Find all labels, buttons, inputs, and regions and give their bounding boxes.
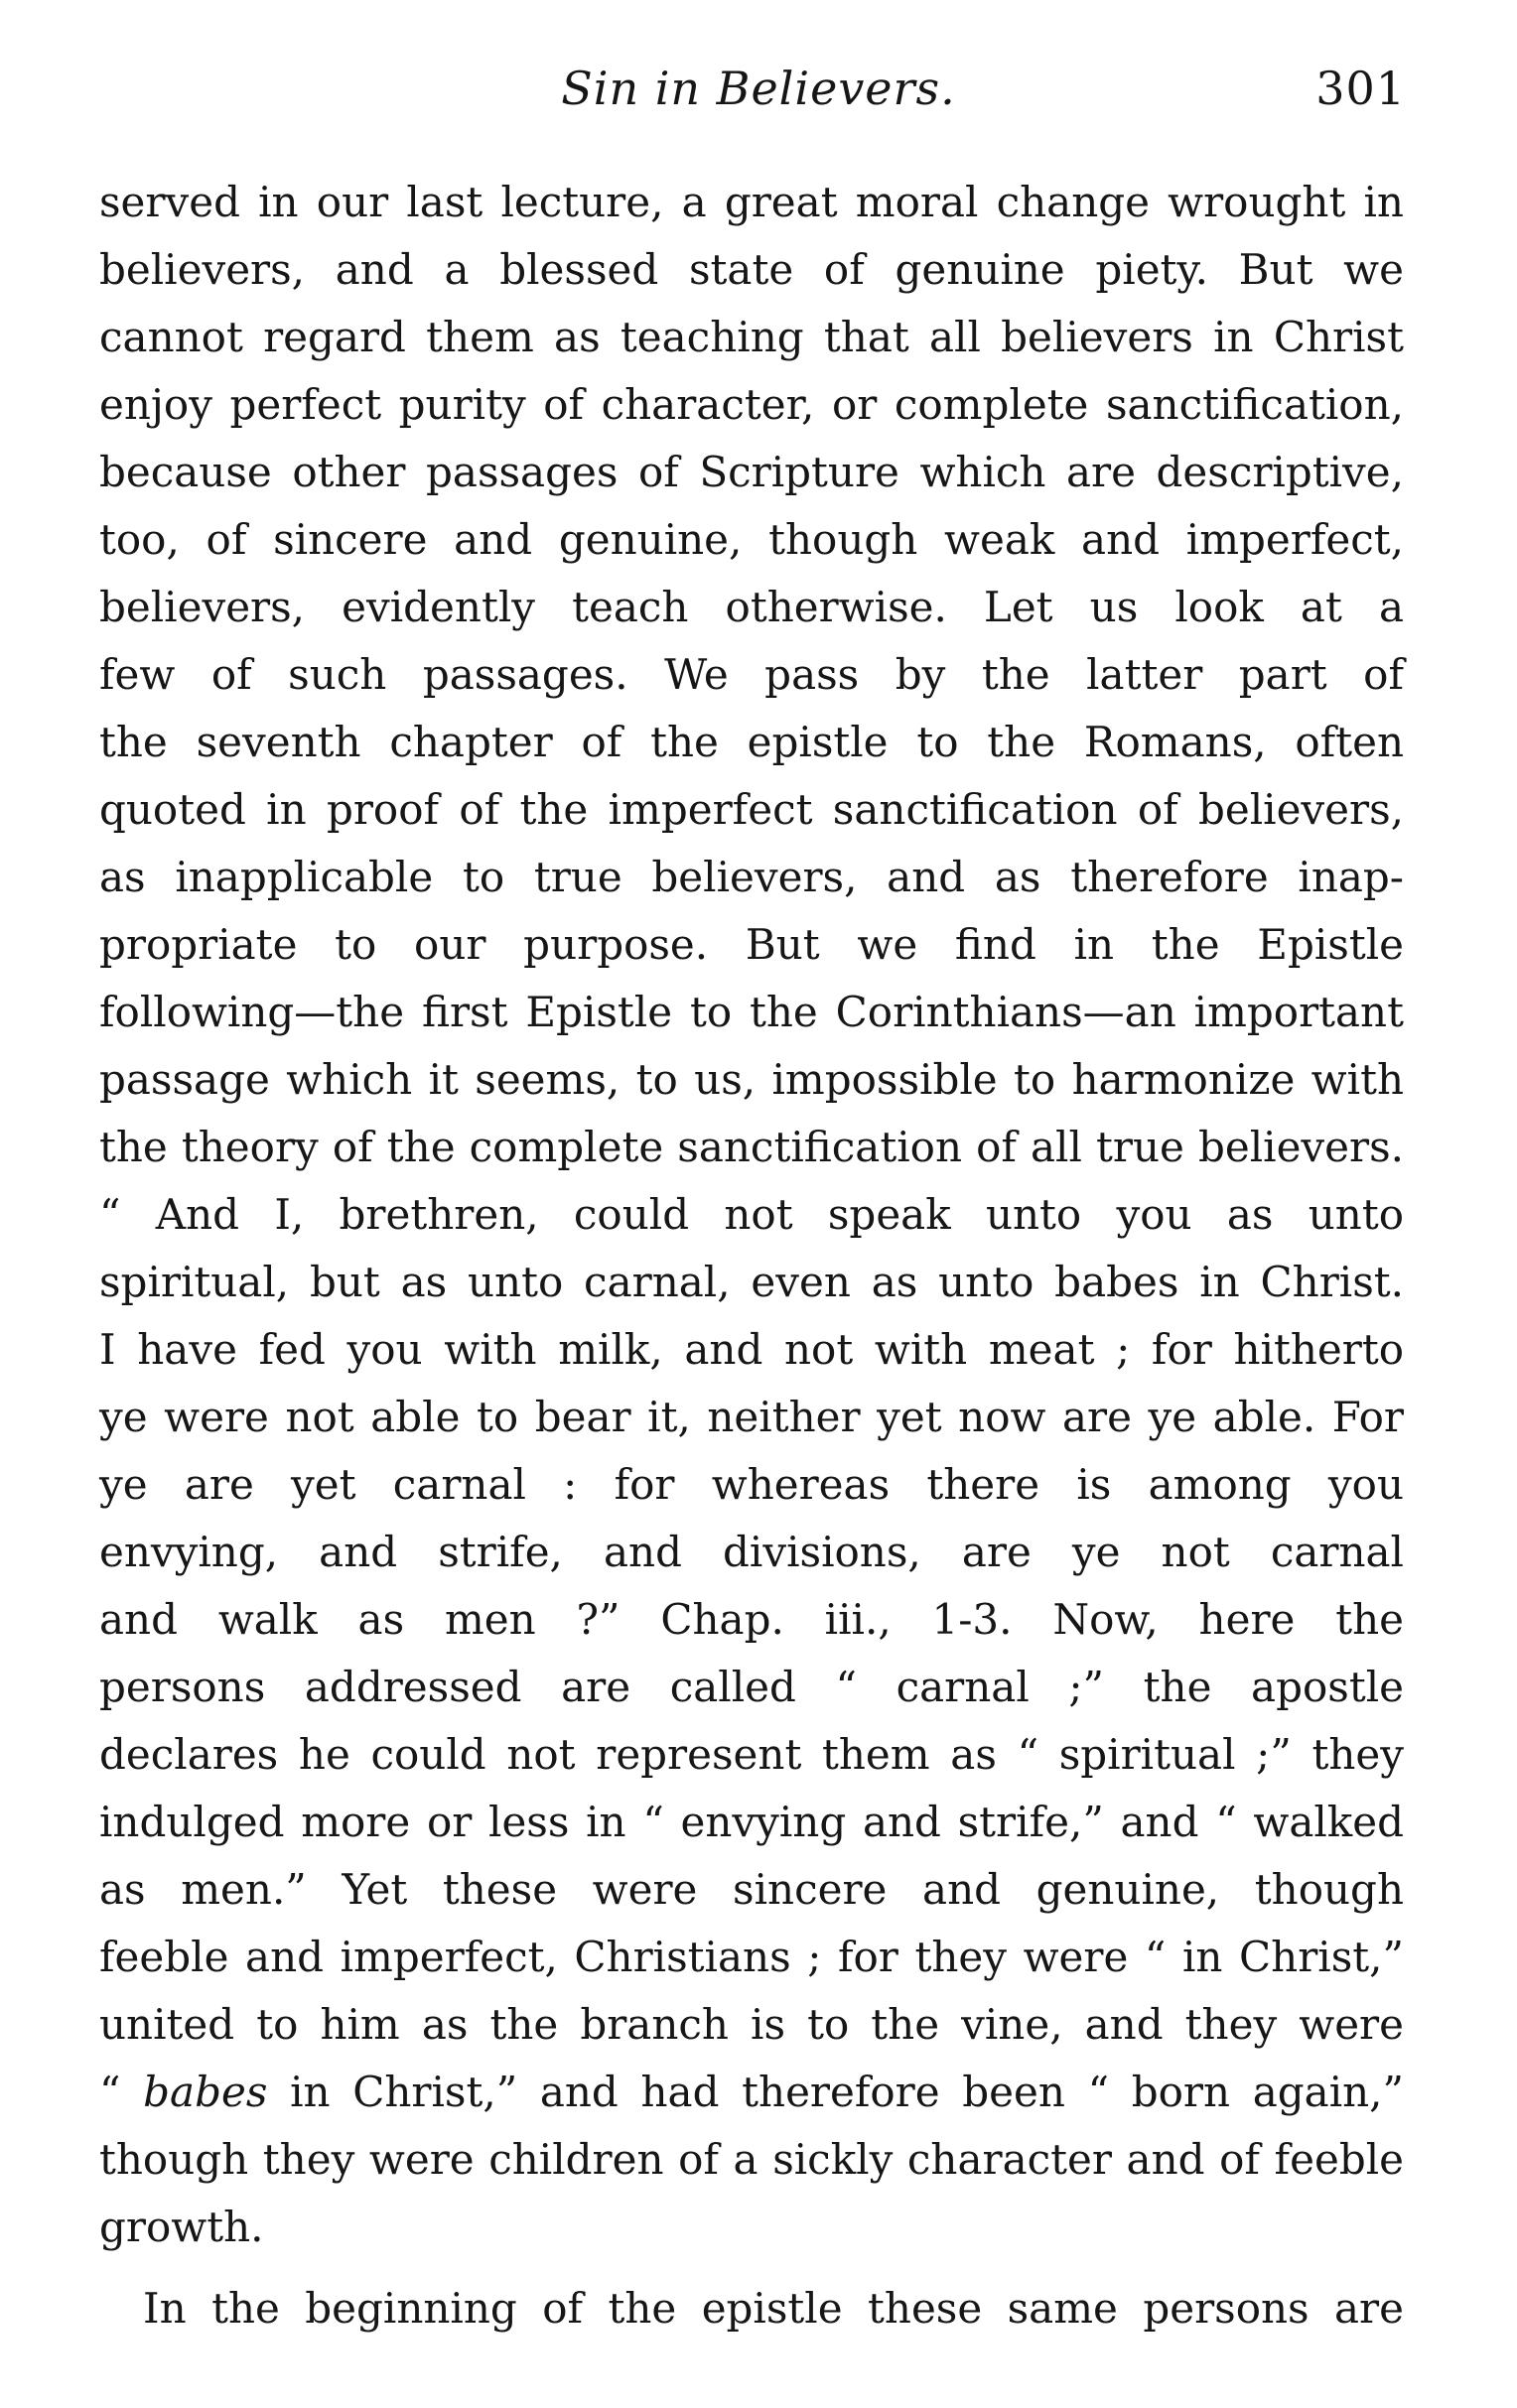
italic-word: babes — [143, 2068, 268, 2116]
text-line: cannot regard them as teaching that all believers in Christ — [99, 313, 1404, 361]
text-line: persons addressed are called “ carnal ;” the apostle — [99, 1663, 1404, 1711]
text-line: the seventh chapter of the epistle to the Romans, often — [99, 718, 1404, 766]
text-line: believers, evidently teach otherwise. Let us look at a — [99, 583, 1404, 631]
text-line: few of such passages. We pass by the latter part of — [99, 650, 1404, 699]
text-line-babes — [99, 2059, 1404, 2126]
open-quote: “ — [99, 2068, 144, 2116]
body-text — [99, 169, 1404, 2342]
text-line: “ And I, brethren, could not speak unto you as unto — [99, 1190, 1404, 1239]
paragraph-last-line: growth. — [99, 2203, 264, 2251]
text-line: enjoy perfect purity of character, or complete sanctification, — [99, 380, 1404, 429]
line-rest: in Christ,” and had therefore been “ born again,” — [267, 2068, 1404, 2116]
text-line: indulged more or less in “ envying and strife,” and “ walked — [99, 1798, 1404, 1846]
text-line: as inapplicable to true believers, and as therefore inap- — [99, 853, 1404, 901]
text-line: though they were children of a sickly character and of feeble — [99, 2135, 1404, 2184]
text-line: believers, and a blessed state of genuine piety. But we — [99, 245, 1404, 294]
text-line: I have fed you with milk, and not with meat ; for hitherto — [99, 1325, 1404, 1374]
text-line: declares he could not represent them as “ spiritual ;” they — [99, 1730, 1404, 1779]
text-line: ye were not able to bear it, neither yet now are ye able. For — [99, 1393, 1404, 1441]
text-line: too, of sincere and genuine, though weak and imperfect, — [99, 515, 1404, 564]
running-title: Sin in Believers. — [561, 62, 956, 115]
text-line: because other passages of Scripture which are descriptive, — [99, 448, 1404, 496]
text-line: passage which it seems, to us, impossible to harmonize with — [99, 1055, 1404, 1104]
text-line: envying, and strife, and divisions, are ye not carnal — [99, 1528, 1404, 1576]
text-line: as men.” Yet these were sincere and genuine, though — [99, 1865, 1404, 1914]
text-line: the theory of the complete sanctification of all true believers. — [99, 1123, 1404, 1171]
text-line: feeble and imperfect, Christians ; for they were “ in Christ,” — [99, 1933, 1404, 1981]
text-line: quoted in proof of the imperfect sanctification of believers, — [99, 785, 1404, 834]
text-line: united to him as the branch is to the vine, and they were — [99, 2000, 1404, 2049]
text-line: served in our last lecture, a great moral change wrought in — [99, 178, 1404, 226]
text-line: spiritual, but as unto carnal, even as unto babes in Christ. — [99, 1258, 1404, 1306]
text-line: following—the first Epistle to the Corinthians—an important — [99, 988, 1404, 1036]
text-line: ye are yet carnal : for whereas there is among you — [99, 1460, 1404, 1509]
text-line: and walk as men ?” Chap. iii., 1-3. Now, here the — [99, 1595, 1404, 1644]
text-line: propriate to our purpose. But we find in the Epistle — [99, 920, 1404, 969]
page-number: 301 — [1315, 62, 1406, 115]
next-paragraph-line: In the beginning of the epistle these same persons are — [143, 2284, 1404, 2333]
